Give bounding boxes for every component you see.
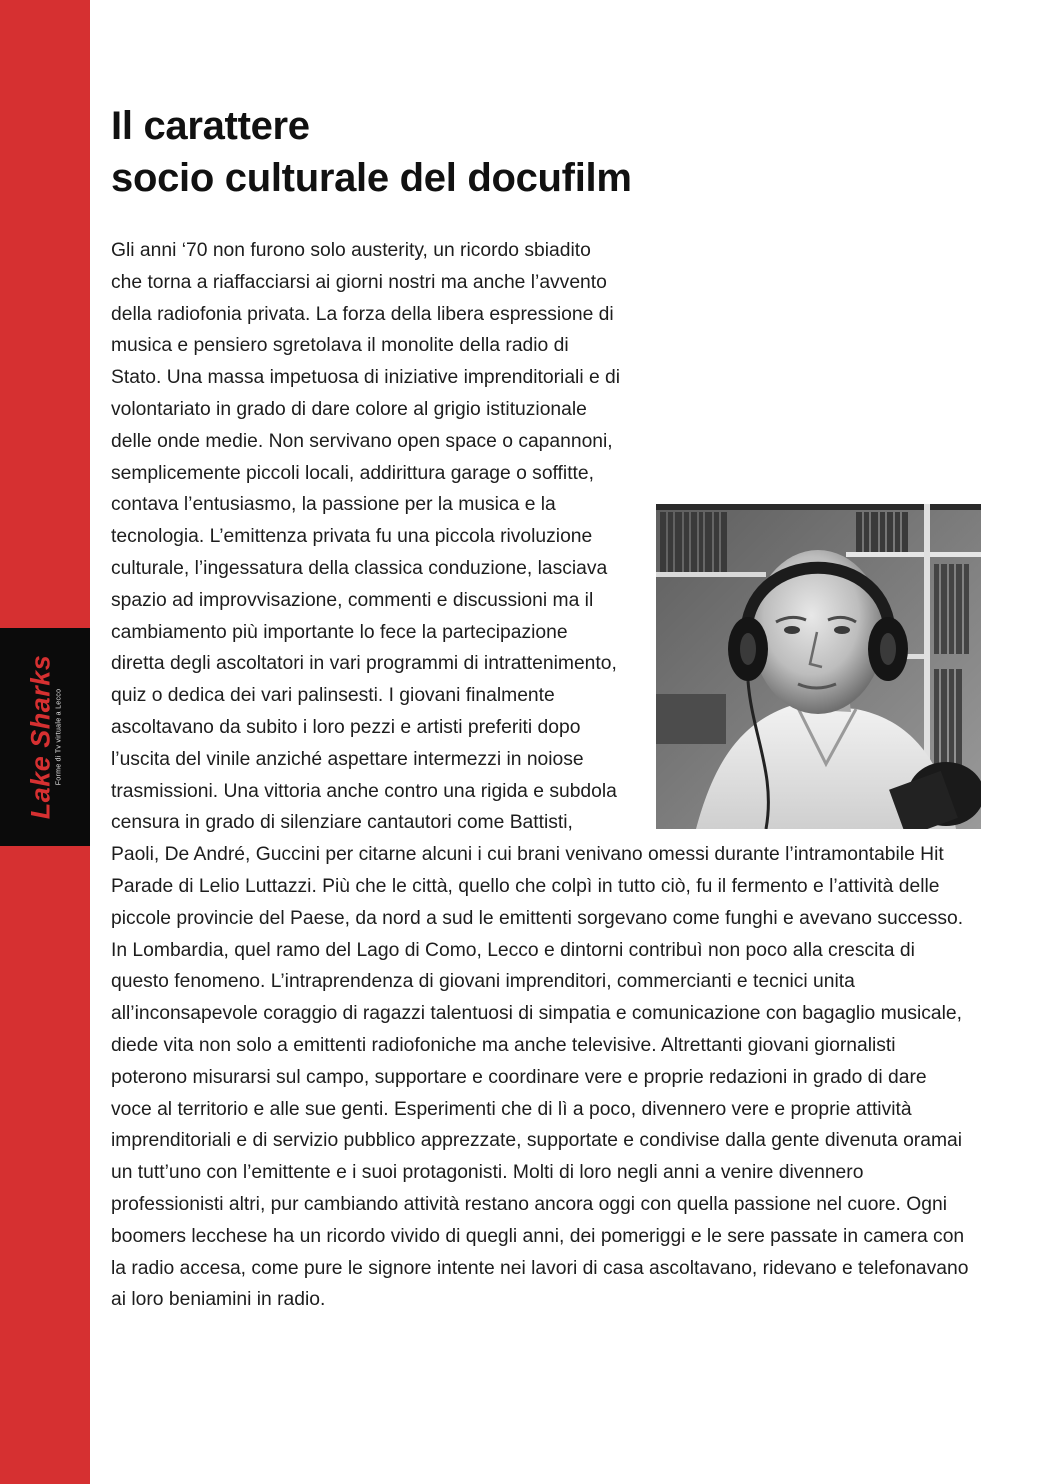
page-title-line-1: Il carattere [111,104,310,148]
logo-brand-name: Lake Sharks [25,654,56,820]
radio-host-illustration [656,504,981,829]
radio-host-photo [656,504,981,829]
page-title [111,100,632,204]
article-paragraph: Gli anni ‘70 non furono solo austerity, un ricordo sbiadito che torna a riaffacciarsi ai giorni nostri ma anche l’avvento della radiofonia privata. La forza della libera espressione di musica e pensiero sgretolava il monolite della radio di Stato. Una massa impetuosa di iniziative imprenditoriali e di volontariato in grado di dare colore al grigio istituzionale delle onde medie. Non servivano open space o capannoni, semplicemente piccoli locali, addirittura garage o soffitte, contava l’entusiasmo, la passione per la musica e la tecnologia. L’emittenza privata fu una piccola rivoluzione culturale, l’ingessatura della classica conduzione, lasciava spazio ad improvvisazione, commenti e discussioni ma il cambiamento più importante lo fece la partecipazione diretta degli ascoltatori in vari programmi di intrattenimento, quiz o dedica dei vari palinsesti. I giovani finalmente ascoltavano da subito i loro pezzi e artisti preferiti dopo l’uscita del vinile anziché aspettare intermezzi in noiose trasmissioni. Una vittoria anche contro una rigida e subdola censura in grado di silenziare cantautori come Battisti, Paoli, De André, Guccini per citarne alcuni i cui brani venivano omessi durante l’intramontabile Hit Parade di Lelio Luttazzi. Più che le città, quello che colpì in tutto ciò, fu il fermento e l’attività delle piccole provincie del Paese, da nord a sud le emittenti sorgevano come funghi e avevano successo. In Lombardia, quel ramo del Lago di Como, Lecco e dintorni contribuì non poco alla crescita di questo fenomeno. L’intraprendenza di giovani imprenditori, commercianti e tecnici unita all’inconsapevole coraggio di ragazzi talentuosi di simpatia e comunicazione con bagaglio musicale, diede vita non solo a emittenti radiofoniche ma anche televisive. Altrettanti giovani giornalisti poterono misurarsi sul campo, supportare e coordinare vere e proprie redazioni in grado di dare voce al territorio e alle sue genti. Esperimenti che di lì a poco, divennero vere e proprie attività imprenditoriali e di servizio pubblico apprezzate, supportate e condivise dalla gente divenuta oramai un tutt’uno con l’emittente e i suoi protagonisti. Molti di loro negli anni a venire divennero professionisti altri, pur cambiando attività restano ancora oggi con quella passione nel cuore. Ogni boomers lecchese ha un ricordo vivido di quegli anni, dei pomeriggi e le sere passate in camera con la radio accesa, come pure le signore intente nei lavori di casa ascoltavano, ridevano e telefonavano ai loro beniamini in radio. [111,240,969,1311]
page-title-line-2: socio culturale del docufilm [111,156,632,200]
lake-sharks-logo [0,628,90,846]
logo-text-group [27,655,64,820]
logo-tagline: Forme di Tv virtuale a Lecco [55,688,63,786]
